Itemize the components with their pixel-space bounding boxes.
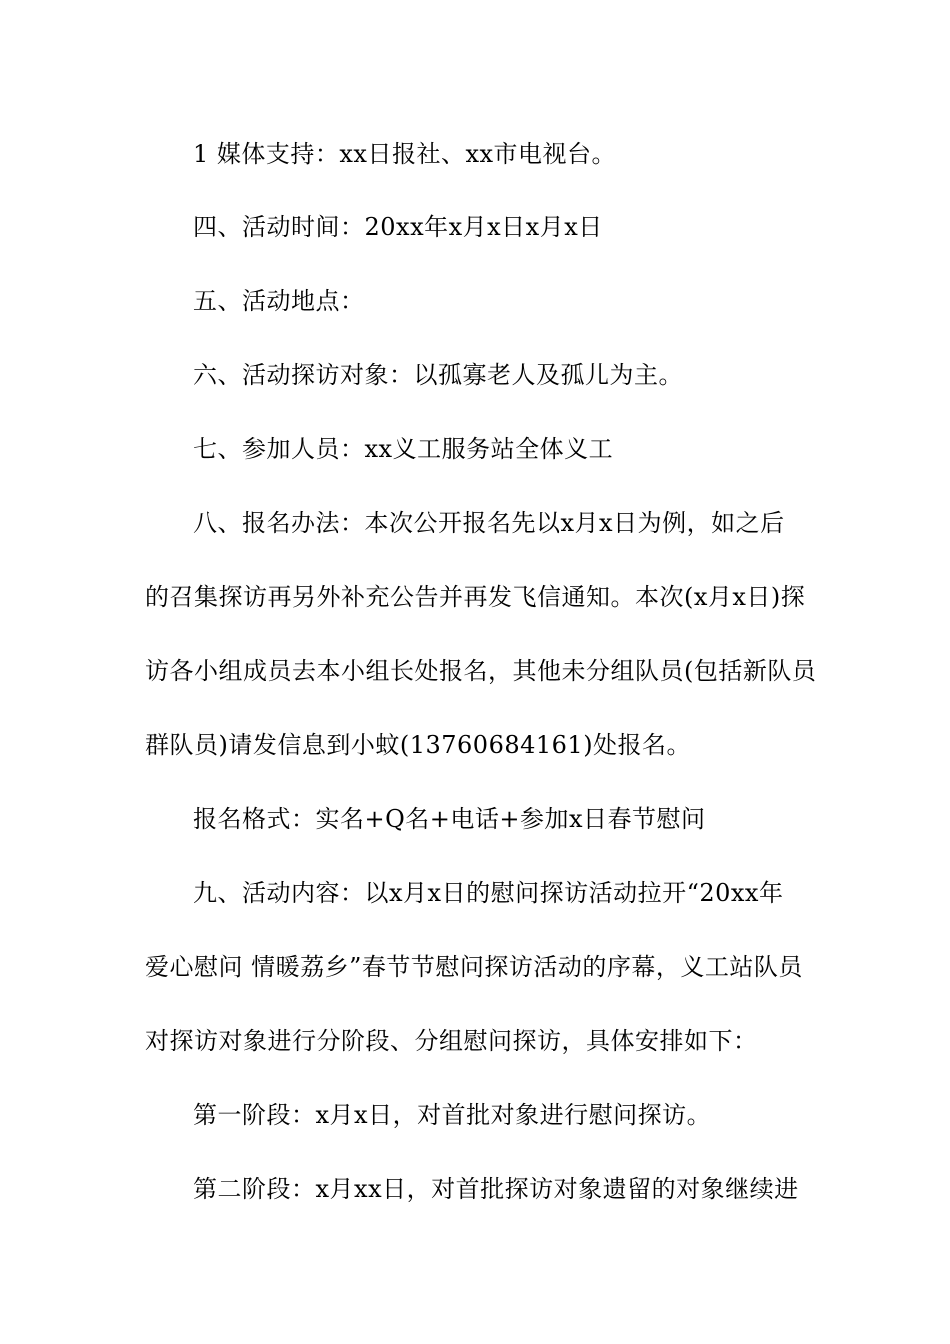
activity-time-line: 四、活动时间：20xx年x月x日x月x日: [193, 213, 603, 241]
registration-method-line-2: 的召集探访再另外补充公告并再发飞信通知。本次(x月x日)探: [145, 583, 806, 611]
visit-target-line: 六、活动探访对象：以孤寡老人及孤儿为主。: [193, 361, 683, 389]
activity-content-line-2: 爱心慰问 情暖荔乡”春节节慰问探访活动的序幕，义工站队员: [145, 953, 803, 981]
registration-method-line-4: 群队员)请发信息到小蚊(13760684161)处报名。: [145, 731, 692, 759]
phase-one-line: 第一阶段：x月x日，对首批对象进行慰问探访。: [193, 1101, 712, 1129]
media-support-line: 1 媒体支持：xx日报社、xx市电视台。: [193, 140, 617, 168]
participants-line: 七、参加人员：xx义工服务站全体义工: [193, 435, 614, 463]
activity-content-line-1: 九、活动内容：以x月x日的慰问探访活动拉开“20xx年: [193, 879, 784, 907]
activity-location-line: 五、活动地点：: [193, 287, 365, 315]
registration-format-line: 报名格式：实名+Q名+电话+参加x日春节慰问: [193, 805, 706, 833]
phase-two-line: 第二阶段：x月xx日，对首批探访对象遗留的对象继续进: [193, 1175, 799, 1203]
registration-method-line-3: 访各小组成员去本小组长处报名，其他未分组队员(包括新队员: [145, 657, 817, 685]
registration-method-line-1: 八、报名办法：本次公开报名先以x月x日为例，如之后: [193, 509, 785, 537]
activity-content-line-3: 对探访对象进行分阶段、分组慰问探访，具体安排如下：: [145, 1027, 758, 1055]
